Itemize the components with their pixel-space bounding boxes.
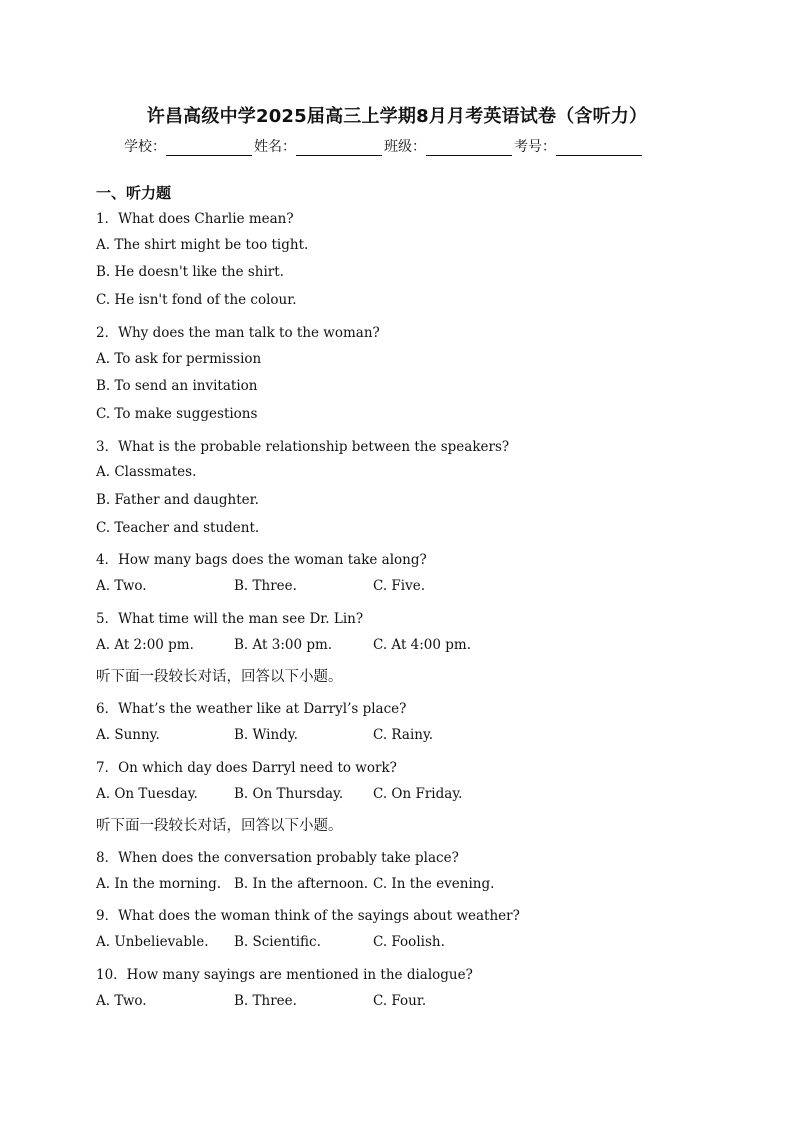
question-2: 2．Why does the man talk to the woman? <box>96 325 380 341</box>
q1-option-a: A. The shirt might be too tight. <box>96 237 309 253</box>
name-blank[interactable] <box>296 139 382 156</box>
q5-option-b: B. At 3:00 pm. <box>234 637 333 653</box>
q10-option-b: B. Three. <box>234 993 297 1009</box>
q2-option-b: B. To send an invitation <box>96 378 258 394</box>
question-10: 10．How many sayings are mentioned in the dialogue? <box>96 967 473 983</box>
question-5: 5．What time will the man see Dr. Lin? <box>96 611 364 627</box>
q1-option-c: C. He isn't fond of the colour. <box>96 292 297 308</box>
student-info-row <box>124 136 644 156</box>
listening-instruction-1: 听下面一段较长对话，回答以下小题。 <box>96 669 343 685</box>
class-label: 班级： <box>384 139 426 155</box>
number-blank[interactable] <box>556 139 642 156</box>
question-4: 4．How many bags does the woman take along? <box>96 552 427 568</box>
q9-option-c: C. Foolish. <box>373 934 445 950</box>
question-8: 8．When does the conversation probably take place? <box>96 850 459 866</box>
q10-option-a: A. Two. <box>96 993 147 1009</box>
q3-option-a: A. Classmates. <box>96 464 197 480</box>
number-label: 考号： <box>514 139 556 155</box>
question-9: 9．What does the woman think of the sayings about weather? <box>96 908 520 924</box>
q3-option-b: B. Father and daughter. <box>96 492 259 508</box>
exam-title: 许昌高级中学2025届高三上学期8月月考英语试卷（含听力） <box>146 106 648 127</box>
q10-option-c: C. Four. <box>373 993 427 1009</box>
q5-option-a: A. At 2:00 pm. <box>96 637 194 653</box>
question-3: 3．What is the probable relationship between the speakers? <box>96 439 510 455</box>
q2-option-a: A. To ask for permission <box>96 351 262 367</box>
q7-option-a: A. On Tuesday. <box>96 786 198 802</box>
question-7: 7．On which day does Darryl need to work? <box>96 760 397 776</box>
section-heading: 一、听力题 <box>96 184 172 202</box>
q8-option-a: A. In the morning. <box>96 876 222 892</box>
question-1: 1．What does Charlie mean? <box>96 211 294 227</box>
q3-option-c: C. Teacher and student. <box>96 520 260 536</box>
q6-option-a: A. Sunny. <box>96 727 160 743</box>
q2-option-c: C. To make suggestions <box>96 406 258 422</box>
q4-option-a: A. Two. <box>96 578 147 594</box>
q6-option-c: C. Rainy. <box>373 727 434 743</box>
q1-option-b: B. He doesn't like the shirt. <box>96 264 284 280</box>
school-blank[interactable] <box>166 139 252 156</box>
q4-option-c: C. Five. <box>373 578 426 594</box>
q7-option-b: B. On Thursday. <box>234 786 344 802</box>
q6-option-b: B. Windy. <box>234 727 298 743</box>
q7-option-c: C. On Friday. <box>373 786 463 802</box>
school-label: 学校： <box>124 139 166 155</box>
q5-option-c: C. At 4:00 pm. <box>373 637 472 653</box>
q4-option-b: B. Three. <box>234 578 297 594</box>
name-label: 姓名： <box>254 139 296 155</box>
q8-option-b: B. In the afternoon. <box>234 876 369 892</box>
q9-option-b: B. Scientific. <box>234 934 321 950</box>
class-blank[interactable] <box>426 139 512 156</box>
q9-option-a: A. Unbelievable. <box>96 934 209 950</box>
question-6: 6．What’s the weather like at Darryl’s place? <box>96 701 407 717</box>
listening-instruction-2: 听下面一段较长对话，回答以下小题。 <box>96 818 343 834</box>
q8-option-c: C. In the evening. <box>373 876 495 892</box>
